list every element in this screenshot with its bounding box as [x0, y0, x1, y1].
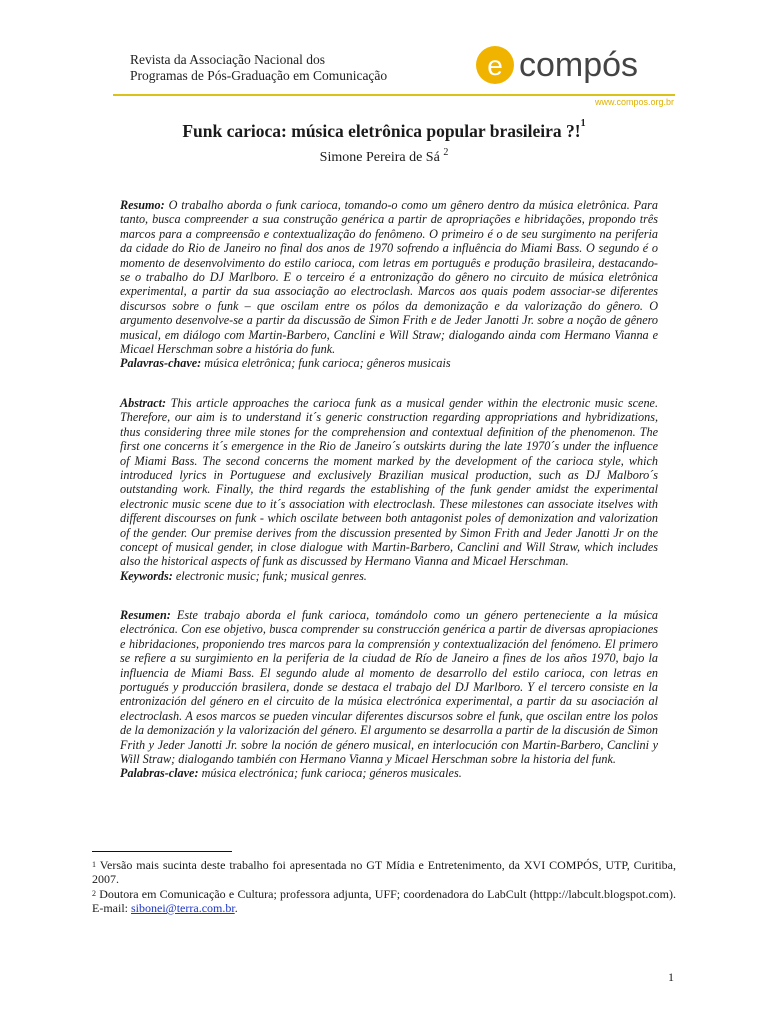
- abstract-section: [120, 396, 658, 583]
- header-rule: [113, 94, 675, 96]
- keywords-label: Keywords:: [120, 568, 173, 583]
- footnote-1-number: 1: [92, 860, 96, 869]
- palabras-clave-text: música electrónica; funk carioca; géneros musicales.: [201, 766, 462, 781]
- palavras-chave-label: Palavras-chave:: [120, 356, 202, 371]
- resumen-text: Este trabajo aborda el funk carioca, tomándolo como un género perteneciente a la música electrónica. Con ese objetivo, busca comprender su construcción genérica a partir de diversas apropiaciones e hibridaciones, proponiendo tres marcos para la comprensión y contextualización del fenómeno. El primero se refiere a su surgimiento en la periferia de la ciudad de Río de Janeiro a fines de los años 1970, bajo la influencia de Miami Bass. El segundo alude al momento de desarrollo del estilo carioca, con letras en portugués y producción brasilera, donde se destaca el trabajo del DJ Marlboro. Y el tercero consiste en la entronización del género en el circuito de la música electrónica experimental, a partir da su asociación al electroclash. A esos marcos se pueden vincular diferentes discursos sobre el funk, que oscilan entre los polos de la demonización y la valorización del género. El argumento se desarrolla a partir de la discusión de Simon Frith y Jeder Janotti Jr. sobre la noción de género musical, en interlocución con Martin-Barbero, Canclini y Will Straw; dialogando también con Hermano Vianna y Micael Herschman sobre la historia del funk.: [120, 608, 658, 767]
- abstract-label: Abstract:: [120, 396, 167, 410]
- title-footnote-ref[interactable]: 1: [580, 118, 586, 129]
- email-link[interactable]: sibonei@terra.com.br: [131, 901, 235, 915]
- paper-title: [0, 118, 768, 142]
- logo-text: compós: [519, 46, 639, 84]
- resumo-label: Resumo:: [120, 198, 165, 212]
- author-footnote-ref[interactable]: 2: [443, 147, 449, 158]
- resumen-label: Resumen:: [120, 608, 171, 622]
- author-name: Simone Pereira de Sá: [319, 150, 440, 165]
- journal-header: [130, 46, 675, 96]
- page-number: 1: [668, 970, 674, 984]
- journal-name-line1: Revista da Associação Nacional dos: [130, 52, 325, 67]
- keywords-text: electronic music; funk; musical genres.: [175, 568, 367, 583]
- resumen-section: [120, 608, 658, 781]
- footnote-2-text: Doutora em Comunicação e Cultura; professora adjunta, UFF; coordenadora do LabCult (httpp://labcult.blogspot.com). E-mail:: [92, 887, 676, 915]
- resumo-text: O trabalho aborda o funk carioca, tomando-o como um gênero dentro da música eletrônica. Para tanto, busca compreender a sua construção genérica a partir de apropriações e hibridações, propondo três marcos para a compreensão e contextualização do fenômeno. O primeiro é o de seu surgimento na periferia da cidade do Rio de Janeiro no final dos anos de 1970 sofrendo a influência do Miami Bass. O segundo é o momento de desenvolvimento do estilo carioca, com letras em português e produção brasileira, destacando-se o trabalho do DJ Marlboro. E o terceiro é a entronização do gênero no circuito de música eletrônica experimental, a partir da sua associação ao electroclash. Marcos aos quais podem associar-se diferentes discursos sobre o funk – que oscilam entre os pólos da demonização e da valorização do gênero. O argumento desenvolve-se a partir da discussão de Simon Frith e de Jeder Janotti Jr. sobre a noção de gênero musical, em diálogo com Martin-Barbero, Canclini e Will Straw; dialogando ainda com Hermano Vianna e Micael Herschman sobre a história do funk.: [120, 198, 658, 357]
- footnote-2: [92, 887, 676, 915]
- title-text: Funk carioca: música eletrônica popular brasileira ?!: [182, 121, 581, 141]
- palabras-clave-label: Palabras-clave:: [120, 766, 199, 781]
- paper-author: [0, 147, 768, 166]
- abstract-text: This article approaches the carioca funk as a musical gender within the electronic music scene. Therefore, our aim is to understand it´s generic construction regarding appropriations and hybridizations, thus considering three mile stones for the comprehension and contextual definition of the phenomenon. The first one concerns it´s emergence in the Rio de Janeiro´s outskirts during the late 1970´s under the influence of Miami Bass. The second concerns the moment marked by the development of the carioca style, which introduced lyrics in Portuguese and exclusively Brazilian musical production, such as DJ Malboro´s outstanding work. Finally, the third regards the establishing of the funk gender amidst the experimental electronic music scene due to it´s association with electroclash. These milestones can associate itselves with different discourses on funk - which oscilate between both antagonist poles of demonization and valorization of the gender. Our premise derives from the discussion presented by Simon Frith and Jeder Janotti Jr on the concept of musical gender, in close dialogue with Martin-Barbero, Canclini and Will Straw, which includes also the historical aspects of funk as discussed by Hermano Vianna and Micael Herschman.: [120, 396, 659, 569]
- resumo-section: [120, 198, 658, 371]
- journal-name-line2: Programas de Pós-Graduação em Comunicação: [130, 68, 388, 83]
- compos-logo: [475, 44, 675, 86]
- footnote-1-text: Versão mais sucinta deste trabalho foi apresentada no GT Mídia e Entretenimento, da XVI COMPÓS, UTP, Curitiba, 2007.: [92, 858, 676, 886]
- palavras-chave-text: música eletrônica; funk carioca; gêneros musicais: [204, 356, 451, 371]
- footnote-rule: [92, 851, 232, 852]
- journal-url[interactable]: www.compos.org.br: [594, 97, 674, 107]
- footnote-1: [92, 858, 676, 886]
- footnote-2-end: .: [234, 901, 238, 915]
- logo-letter: e: [487, 50, 503, 81]
- footnote-2-number: 2: [92, 889, 96, 898]
